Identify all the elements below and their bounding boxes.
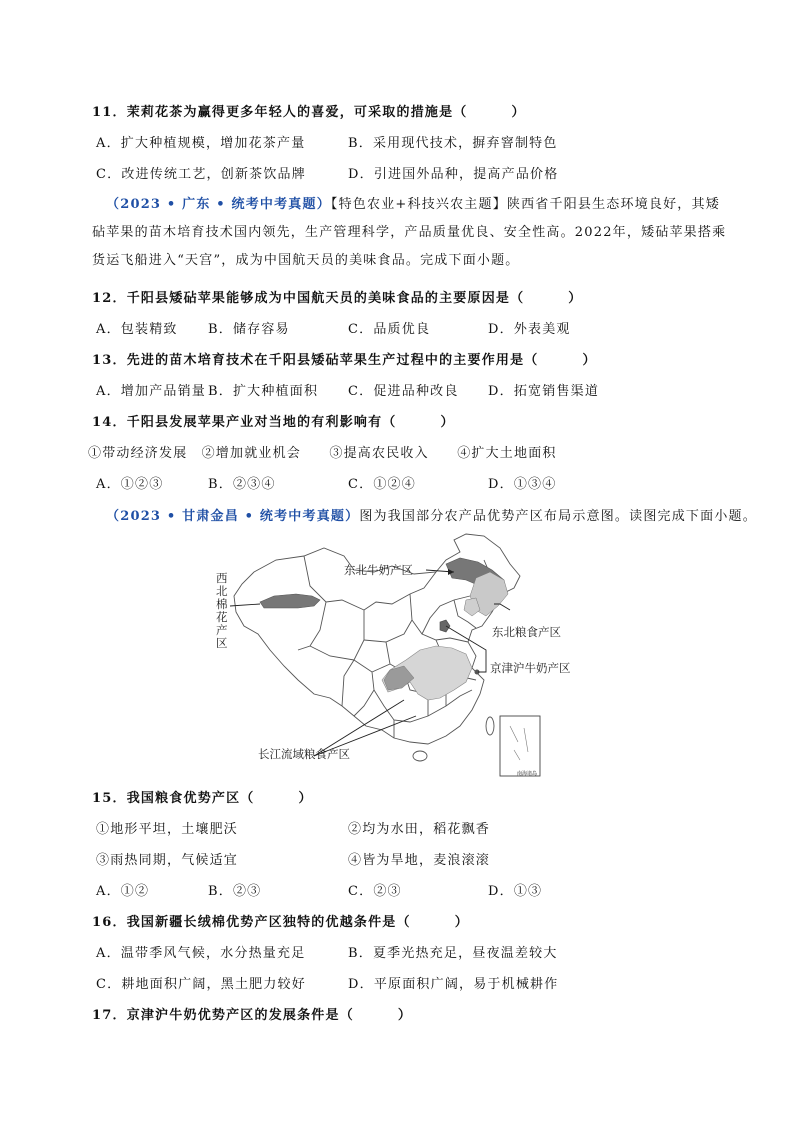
passage-apple-source: （2023 • 广东 • 统考中考真题） <box>106 197 331 212</box>
question-15-option-a: A．①② <box>96 884 150 899</box>
map-label-yangtze-grain: 长江流域粮食产区 <box>258 747 350 761</box>
question-11-option-c: C．改进传统工艺，创新茶饮品牌 <box>96 167 306 182</box>
question-13-option-a: A．增加产品销量 <box>96 384 206 399</box>
question-11-stem: 11．茉莉花茶为赢得更多年轻人的喜爱，可采取的措施是（ ） <box>92 105 526 120</box>
question-14-items: ①带动经济发展 ②增加就业机会 ③提高农民收入 ④扩大土地面积 <box>88 446 557 461</box>
passage-apple-text: 【特色农业+科技兴农主题】陕西省千阳县生态环境良好，其矮砧苹果的苗木培育技术国内领先，生产管理科学，产品质量优良、安全性高。2022年，矮砧苹果搭乘货运飞船进入“天宫”，成为中国航天员的美味食品。完成下面小题。 <box>92 197 727 268</box>
question-16-stem: 16．我国新疆长绒棉优势产区独特的优越条件是（ ） <box>92 915 469 930</box>
question-11-option-a: A．扩大种植规模，增加花茶产量 <box>96 136 306 151</box>
question-15-option-c: C．②③ <box>348 884 402 899</box>
question-12-option-b: B．储存容易 <box>208 322 290 337</box>
question-15-stem: 15．我国粮食优势产区（ ） <box>92 791 313 806</box>
question-13-option-c: C．促进品种改良 <box>348 384 459 399</box>
passage-apple <box>92 191 732 275</box>
question-13-option-b: B．扩大种植面积 <box>208 384 319 399</box>
question-16-option-a: A．温带季风气候，水分热量充足 <box>96 946 306 961</box>
map-label-northwest-cotton: 西北棉花产区 <box>216 571 228 650</box>
question-16-option-b: B．夏季光热充足，昼夜温差较大 <box>348 946 558 961</box>
question-11-option-d: D．引进国外品种，提高产品价格 <box>348 167 559 182</box>
passage-map-source: （2023 • 甘肃金昌 • 统考中考真题） <box>106 509 360 524</box>
south-sea-inset <box>500 716 540 776</box>
map-label-ne-milk: 东北牛奶产区 <box>344 563 413 577</box>
question-15-item-1: ①地形平坦，土壤肥沃 <box>96 822 239 837</box>
question-15-item-2: ②均为水田，稻花飘香 <box>348 822 491 837</box>
map-label-south-sea: 南海诸岛 <box>517 771 538 777</box>
question-13-option-d: D．拓宽销售渠道 <box>488 384 600 399</box>
question-16-option-d: D．平原面积广阔，易于机械耕作 <box>348 977 559 992</box>
passage-map <box>106 508 757 526</box>
map-label-ne-grain: 东北粮食产区 <box>492 625 561 639</box>
question-14-option-d: D．①③④ <box>488 477 557 492</box>
question-13-stem: 13．先进的苗木培育技术在千阳县矮砧苹果生产过程中的主要作用是（ ） <box>92 353 597 368</box>
question-15-option-b: B．②③ <box>208 884 262 899</box>
question-12-option-a: A．包装精致 <box>96 322 178 337</box>
question-14-option-c: C．①②④ <box>348 477 416 492</box>
question-12-option-c: C．品质优良 <box>348 322 431 337</box>
question-16-option-c: C．耕地面积广阔，黑土肥力较好 <box>96 977 306 992</box>
passage-map-text: 图为我国部分农产品优势产区布局示意图。读图完成下面小题。 <box>359 509 757 524</box>
question-15-item-4: ④皆为旱地，麦浪滚滚 <box>348 853 491 868</box>
question-14-option-a: A．①②③ <box>96 477 164 492</box>
question-12-option-d: D．外表美观 <box>488 322 571 337</box>
question-17-stem: 17．京津沪牛奶优势产区的发展条件是（ ） <box>92 1008 413 1023</box>
question-14-stem: 14．千阳县发展苹果产业对当地的有利影响有（ ） <box>92 415 455 430</box>
question-11-option-b: B．采用现代技术，摒弃窨制特色 <box>348 136 558 151</box>
question-14-option-b: B．②③④ <box>208 477 276 492</box>
question-15-option-d: D．①③ <box>488 884 543 899</box>
question-12-stem: 12．千阳县矮砧苹果能够成为中国航天员的美味食品的主要原因是（ ） <box>92 291 583 306</box>
question-15-item-3: ③雨热同期，气候适宜 <box>96 853 239 868</box>
map-label-jjh-milk: 京津沪牛奶产区 <box>490 661 571 675</box>
